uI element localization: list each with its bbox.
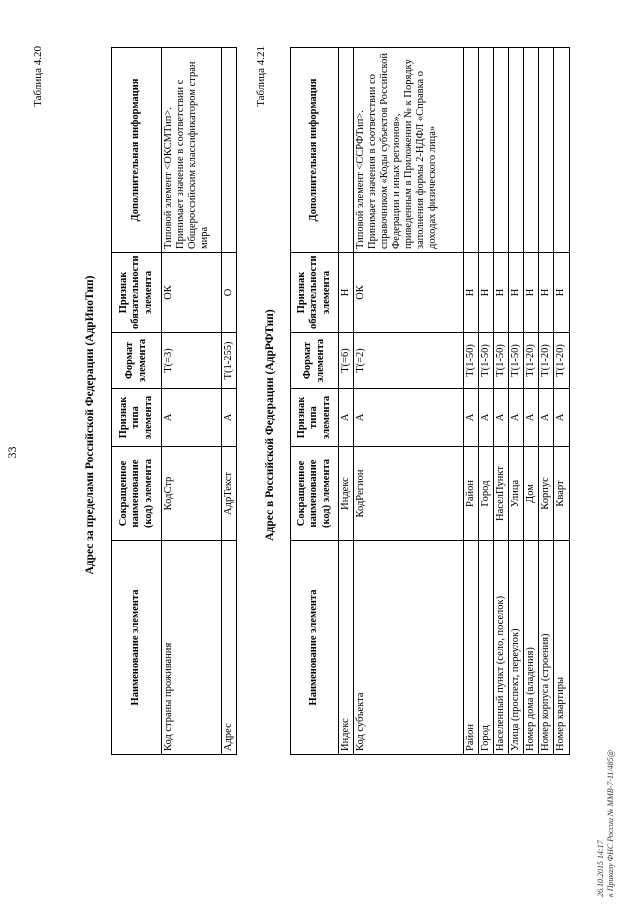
- table-cell: А: [354, 389, 464, 447]
- table-row: [509, 48, 524, 755]
- table1-header-row: [112, 48, 162, 755]
- table-cell: Дом: [524, 447, 539, 541]
- table2-header: Признак обязательности элемента: [291, 253, 339, 333]
- page-number: 33: [5, 446, 19, 459]
- table1-header: Дополнительная информация: [112, 48, 162, 253]
- table-row: [539, 48, 554, 755]
- table-cell: Типовой элемент <ОКСМТип>. Принимает значение в соответствии с Общероссийским классификатором стран мира: [162, 48, 222, 253]
- table2-header: Признак типа элемента: [291, 389, 339, 447]
- table1-header: Признак обязательности элемента: [112, 253, 162, 333]
- table1-title: Адрес за пределами Российской Федерации (АдрИноТип): [84, 275, 96, 575]
- table-row: [354, 48, 464, 755]
- table-row: [524, 48, 539, 755]
- table2: [290, 47, 570, 755]
- table-cell: Адрес: [222, 541, 237, 755]
- table-row: [479, 48, 494, 755]
- table-cell: T(1-20): [554, 333, 569, 389]
- table-cell: А: [524, 389, 539, 447]
- table-cell: А: [494, 389, 509, 447]
- table-cell: Код субъекта: [354, 541, 464, 755]
- table-row: [494, 48, 509, 755]
- table2-header-row: [291, 48, 339, 755]
- table-cell: ОК: [354, 253, 464, 333]
- table-cell: Н: [339, 253, 354, 333]
- table-cell: А: [464, 389, 479, 447]
- table-cell: [222, 48, 237, 253]
- table-cell: T(=2): [354, 333, 464, 389]
- table1-label: Таблица 4.20: [32, 46, 44, 107]
- table-cell: А: [554, 389, 569, 447]
- table-cell: [494, 48, 509, 253]
- table-cell: А: [162, 389, 222, 447]
- table-cell: [464, 48, 479, 253]
- table-cell: КодРегион: [354, 447, 464, 541]
- table-cell: [554, 48, 569, 253]
- table2-header: Наименование элемента: [291, 541, 339, 755]
- table-cell: [539, 48, 554, 253]
- table-cell: Н: [554, 253, 569, 333]
- table-cell: T(1-50): [509, 333, 524, 389]
- table2-header: Дополнительная информация: [291, 48, 339, 253]
- table-cell: Индекс: [339, 447, 354, 541]
- table-cell: T(1-255): [222, 333, 237, 389]
- table-cell: А: [509, 389, 524, 447]
- table2-label: Таблица 4.21: [255, 46, 267, 107]
- table-cell: КодСтр: [162, 447, 222, 541]
- table-cell: А: [222, 389, 237, 447]
- table-row: [339, 48, 354, 755]
- table1-header: Признак типа элемента: [112, 389, 162, 447]
- table-cell: Город: [479, 447, 494, 541]
- table-cell: Н: [524, 253, 539, 333]
- table-cell: О: [222, 253, 237, 333]
- table-cell: [339, 48, 354, 253]
- table-cell: T(1-20): [539, 333, 554, 389]
- table-cell: Номер дома (владения): [524, 541, 539, 755]
- table-cell: T(=6): [339, 333, 354, 389]
- table-cell: T(1-50): [464, 333, 479, 389]
- table-cell: Н: [509, 253, 524, 333]
- table-cell: А: [479, 389, 494, 447]
- table-row: [162, 48, 222, 755]
- table-cell: Н: [464, 253, 479, 333]
- table2-title: Адрес в Российской Федерации (АдрРФТип): [264, 309, 276, 541]
- table-cell: А: [539, 389, 554, 447]
- table-cell: АдрТекст: [222, 447, 237, 541]
- table1-header: Формат элемента: [112, 333, 162, 389]
- table1-header: Сокращенное наименование (код) элемента: [112, 447, 162, 541]
- table-cell: Индекс: [339, 541, 354, 755]
- stamp-line: 26.10.2015 14:17: [596, 840, 605, 897]
- table-cell: НаселПункт: [494, 447, 509, 541]
- table-cell: Н: [494, 253, 509, 333]
- table-cell: T(1-50): [494, 333, 509, 389]
- table-row: [464, 48, 479, 755]
- table-cell: Н: [539, 253, 554, 333]
- table-cell: Типовой элемент <ССРФТип>. Принимает значения в соответствии со справочником «Коды субъектов Российской Федерации и иных регионов», приведенным в Приложении № к Порядку заполнения формы 2-НДФЛ «Справка о доходах физического лица»: [354, 48, 464, 253]
- table-cell: T(1-50): [479, 333, 494, 389]
- table-cell: Номер квартиры: [554, 541, 569, 755]
- table-cell: Район: [464, 447, 479, 541]
- table-cell: А: [339, 389, 354, 447]
- table-row: [222, 48, 237, 755]
- table-cell: Улица (проспект, переулок): [509, 541, 524, 755]
- table-cell: [509, 48, 524, 253]
- stamp-line: к Приказу ФНС России № ММВ-7-11/485@: [605, 750, 615, 897]
- table-cell: T(=3): [162, 333, 222, 389]
- table-cell: [479, 48, 494, 253]
- table2-header: Сокращенное наименование (код) элемента: [291, 447, 339, 541]
- table-cell: Номер корпуса (строения): [539, 541, 554, 755]
- table-cell: Улица: [509, 447, 524, 541]
- table-cell: Код страны проживания: [162, 541, 222, 755]
- table-cell: ОК: [162, 253, 222, 333]
- table-cell: [524, 48, 539, 253]
- table-row: [554, 48, 569, 755]
- document-stamp: [596, 750, 615, 897]
- table2-header: Формат элемента: [291, 333, 339, 389]
- table-cell: Н: [479, 253, 494, 333]
- table-cell: T(1-20): [524, 333, 539, 389]
- table-cell: Корпус: [539, 447, 554, 541]
- table-cell: Город: [479, 541, 494, 755]
- table-cell: Кварт: [554, 447, 569, 541]
- table-cell: Район: [464, 541, 479, 755]
- table1: [111, 47, 237, 755]
- table-cell: Населенный пункт (село, поселок): [494, 541, 509, 755]
- table1-header: Наименование элемента: [112, 541, 162, 755]
